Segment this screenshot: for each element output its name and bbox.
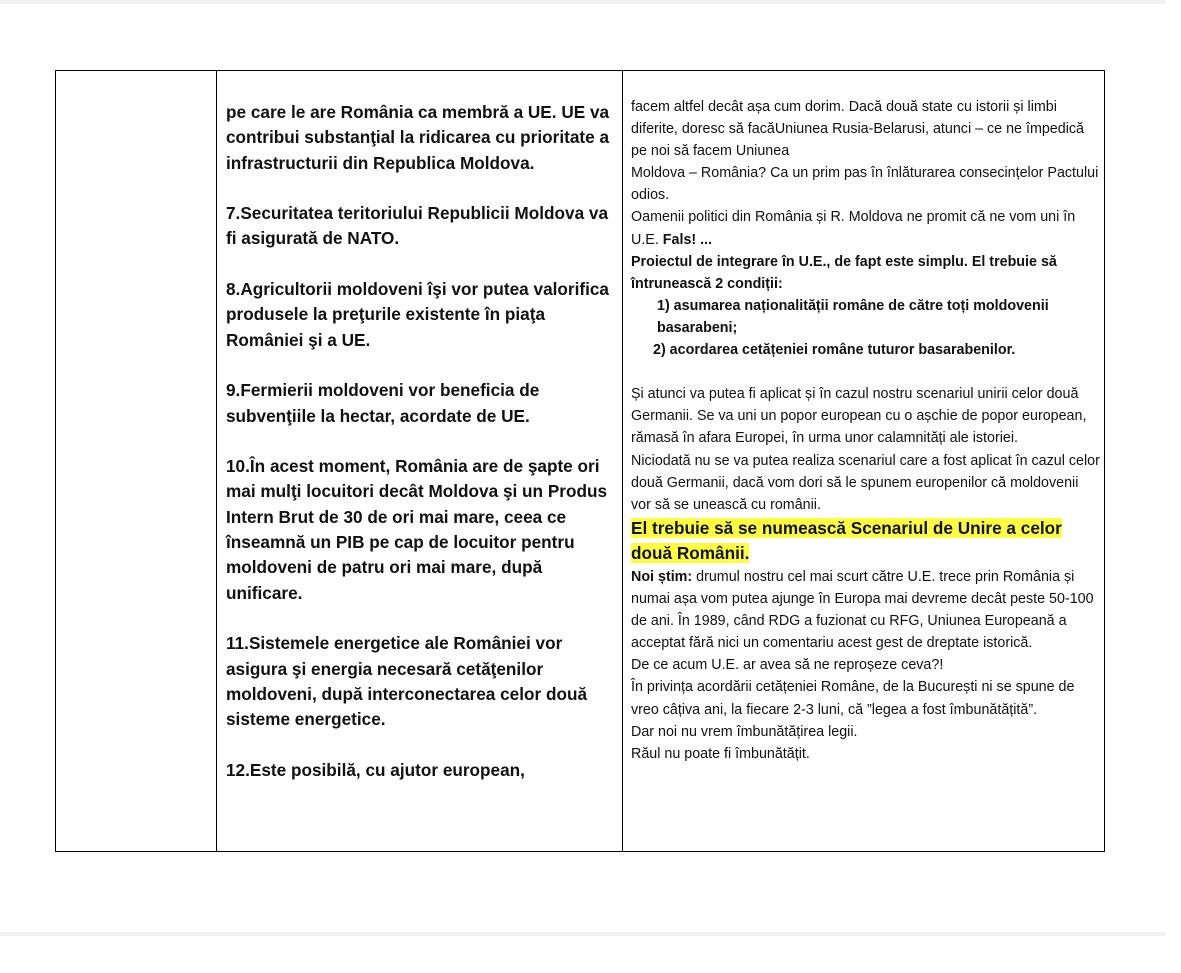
- paragraph-law: Dar noi nu vrem îmbunătățirea legii.: [631, 723, 858, 740]
- paragraph-politicians: [631, 206, 1100, 250]
- empty-left-cell: [56, 71, 217, 852]
- paragraph-we-know: [631, 566, 1100, 654]
- paragraph-citizenship: În privința acordării cetățeniei Române, de la București ni se spune de vreo câțiva ani, la fiecare 2-3 luni, că ”legea a fost îmbunătățită”.: [631, 679, 1075, 718]
- condition-2: 2) acordarea cetățeniei române tuturor basarabenilor.: [653, 342, 1016, 359]
- paragraph-never: Niciodată nu se va putea realiza scenariul care a fost aplicat în cazul celor două Germanii, dacă vom dori să le spunem europenilor că moldovenii vor să se unească cu românii.: [631, 452, 1100, 513]
- middle-text: [217, 71, 622, 783]
- politicians-text: Oamenii politici din România și R. Moldova ne promit că ne vom uni în U.E.: [631, 209, 1076, 248]
- paragraph-point-11: 11.Sistemele energetice ale României vor asigura şi energia necesară cetăţenilor moldoveni, după interconectarea celor două sisteme energetice.: [226, 633, 588, 730]
- below-page-area: [0, 936, 1181, 973]
- paragraph-point-12: 12.Este posibilă, cu ajutor european,: [226, 759, 525, 780]
- paragraph-why-now: De ce acum U.E. ar avea să ne reproșeze ceva?!: [631, 657, 944, 674]
- paragraph-union: facem altfel decât așa cum dorim. Dacă două state cu istorii și limbi diferite, doresc să facăUniunea Rusia-Belarusi, atunci – ce ne împedică pe noi să facem Uniunea: [631, 99, 1084, 160]
- fals-text: Fals! ...: [662, 231, 713, 248]
- we-know-label: Noi știm:: [631, 568, 693, 585]
- we-know-text: drumul nostru cel mai scurt către U.E. trece prin România și numai așa vom putea ajunge în Europa mai devreme decât peste 50-100 de ani. În 1989, când RDG a fuzionat cu RFG, Uniunea Europeană a acceptat fără nici un comentariu acest gest de dreptate istorică.: [631, 568, 1094, 652]
- page-gutter: [1165, 0, 1181, 936]
- right-cell: [623, 71, 1105, 852]
- paragraph-infrastructure: pe care le are România ca membră a UE. UE va contribui substanţial la ridicarea cu prioritate a infrastructurii din Republica Moldova.: [226, 102, 610, 173]
- middle-cell: [217, 71, 623, 852]
- content-table: [55, 70, 1105, 852]
- paragraph-moldova-romania: Moldova – România? Ca un prim pas în înlăturarea consecințelor Pactului odios.: [631, 165, 1099, 204]
- paragraph-point-9: 9.Fermierii moldoveni vor beneficia de subvenţiile la hectar, acordate de UE.: [226, 380, 540, 426]
- condition-1: 1) asumarea naționalității române de către toți moldovenii basarabeni;: [657, 297, 1049, 336]
- paragraph-integration-project: Proiectul de integrare în U.E., de fapt este simplu. El trebuie să întrunească 2 condiții:: [631, 253, 1057, 292]
- paragraph-germanies: Și atunci va putea fi aplicat și în cazul nostru scenariul unirii celor două Germanii. Se va uni un popor european cu o așchie de popor european, rămasă în afara Europei, în urma unor calamnități ale istoriei.: [631, 386, 1087, 447]
- document-page: [0, 4, 1165, 932]
- paragraph-point-10: 10.În acest moment, România are de şapte ori mai mulţi locuitori decât Moldova şi un Produs Intern Brut de 30 de ori mai mare, ceea ce înseamnă un PIB pe cap de locuitor pentru moldoveni de patru ori mai mare, după unificare.: [226, 456, 608, 603]
- paragraph-point-7: 7.Securitatea teritoriului Republicii Moldova va fi asigurată de NATO.: [226, 203, 609, 249]
- highlighted-scenario: [631, 516, 1100, 566]
- paragraph-point-8: 8.Agricultorii moldoveni îşi vor putea valorifica produsele la preţurile existente în piaţa României şi a UE.: [226, 279, 609, 350]
- right-text: [623, 71, 1104, 765]
- highlight-text: El trebuie să se numească Scenariul de Unire a celor două Românii.: [631, 517, 1062, 563]
- table-row: [56, 71, 1105, 852]
- paragraph-evil: Răul nu poate fi îmbunătățit.: [631, 745, 810, 762]
